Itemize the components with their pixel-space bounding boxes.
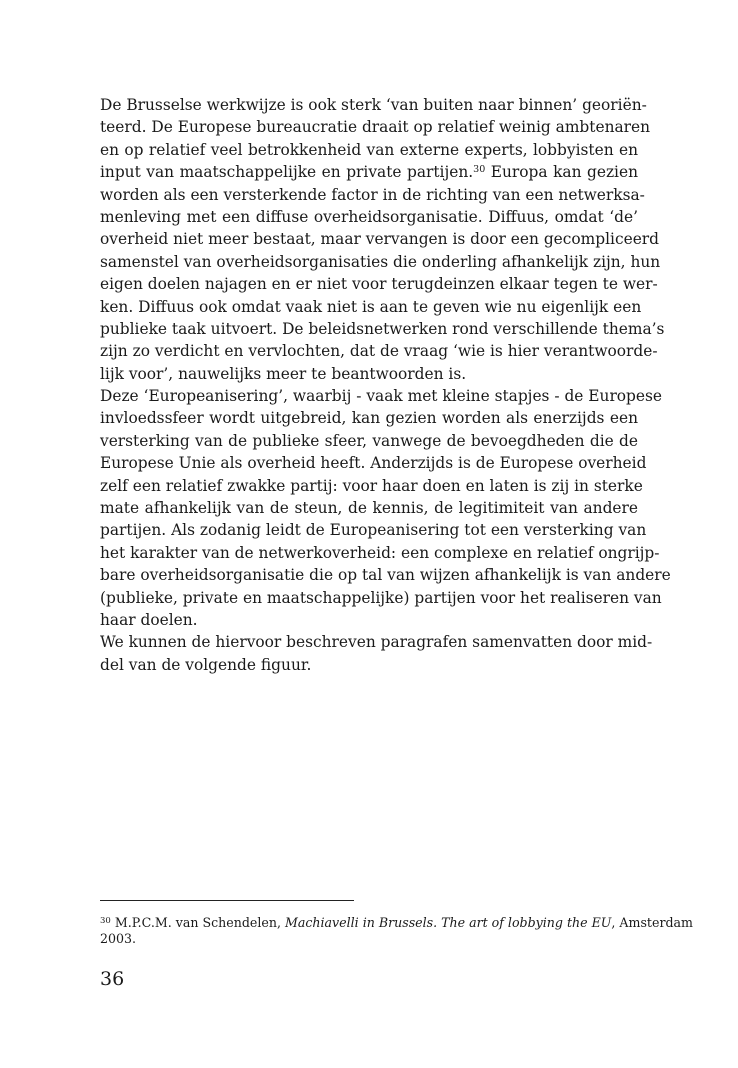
body-text	[100, 94, 671, 676]
text-line: del van de volgende figuur.	[100, 655, 312, 674]
text-line: worden als een versterkende factor in de richting van een netwerksa-	[100, 185, 645, 204]
footnote-year: 2003.	[100, 931, 137, 946]
paragraph-3	[100, 631, 653, 676]
footnote-reference[interactable]: 30	[473, 164, 486, 176]
text-line: zelf een relatief zwakke partij: voor haar doen en laten is zij in sterke	[100, 476, 643, 495]
paragraph-1	[100, 94, 665, 385]
text-line: versterking van de publieke sfeer, vanwege de bevoegdheden die de	[100, 431, 638, 450]
footnote-title: Machiavelli in Brussels. The art of lobbying the EU	[284, 915, 612, 930]
text-line: samenstel van overheidsorganisaties die onderling afhankelijk zijn, hun	[100, 252, 661, 271]
text-line: mate afhankelijk van de steun, de kennis, de legitimiteit van andere	[100, 499, 638, 518]
footnote	[100, 912, 693, 948]
text-line: De Brusselse werkwijze is ook sterk ‘van buiten naar binnen’ georiën-	[100, 96, 647, 114]
text-line: het karakter van de netwerkoverheid: een complexe en relatief ongrijp-	[100, 543, 660, 562]
text-line: zijn zo verdicht en vervlochten, dat de vraag ‘wie is hier verantwoorde-	[100, 342, 658, 361]
text-line: Deze ‘Europeanisering’, waarbij - vaak met kleine stapjes - de Europese	[100, 387, 663, 406]
text-line: teerd. De Europese bureaucratie draait op relatief weinig ambtenaren	[100, 118, 651, 137]
text-line: en op relatief veel betrokkenheid van externe experts, lobbyisten en	[100, 140, 638, 159]
footnote-line	[100, 912, 693, 930]
text-line: eigen doelen najagen en er niet voor terugdeinzen elkaar tegen te wer-	[100, 275, 658, 294]
footnote-author: M.P.C.M. van Schendelen,	[114, 915, 285, 930]
text-line: We kunnen de hiervoor beschreven paragrafen samenvatten door mid-	[100, 633, 653, 652]
text-line: bare overheidsorganisatie die op tal van wijzen afhankelijk is van andere	[100, 566, 671, 585]
text-line: ken. Diffuus ook omdat vaak niet is aan te geven wie nu eigenlijk een	[100, 297, 642, 316]
text-line: Europese Unie als overheid heeft. Anderzijds is de Europese overheid	[100, 454, 647, 473]
text-line-with-footnote-ref	[100, 161, 638, 183]
text-line: invloedssfeer wordt uitgebreid, kan gezien worden als enerzijds een	[100, 409, 638, 428]
text-line: haar doelen.	[100, 610, 198, 629]
text-line: lijk voor’, nauwelijks meer te beantwoorden is.	[100, 364, 467, 383]
text-fragment: Europa kan gezien	[485, 163, 638, 182]
text-line: menleving met een diffuse overheidsorganisatie. Diffuus, omdat ‘de’	[100, 207, 638, 226]
text-line: (publieke, private en maatschappelijke) partijen voor het realiseren van	[100, 588, 662, 607]
page-number: 36	[100, 968, 125, 990]
text-fragment: input van maatschappelijke en private partijen.	[100, 163, 474, 182]
footnote-separator	[100, 900, 354, 901]
text-line: publieke taak uitvoert. De beleidsnetwerken rond verschillende thema’s	[100, 319, 665, 338]
footnote-number: 30	[100, 916, 111, 926]
text-line: partijen. Als zodanig leidt de Europeanisering tot een versterking van	[100, 521, 647, 540]
paragraph-2	[100, 385, 671, 631]
footnote-place: , Amsterdam	[611, 915, 693, 930]
text-line: overheid niet meer bestaat, maar vervangen is door een gecompliceerd	[100, 230, 660, 249]
